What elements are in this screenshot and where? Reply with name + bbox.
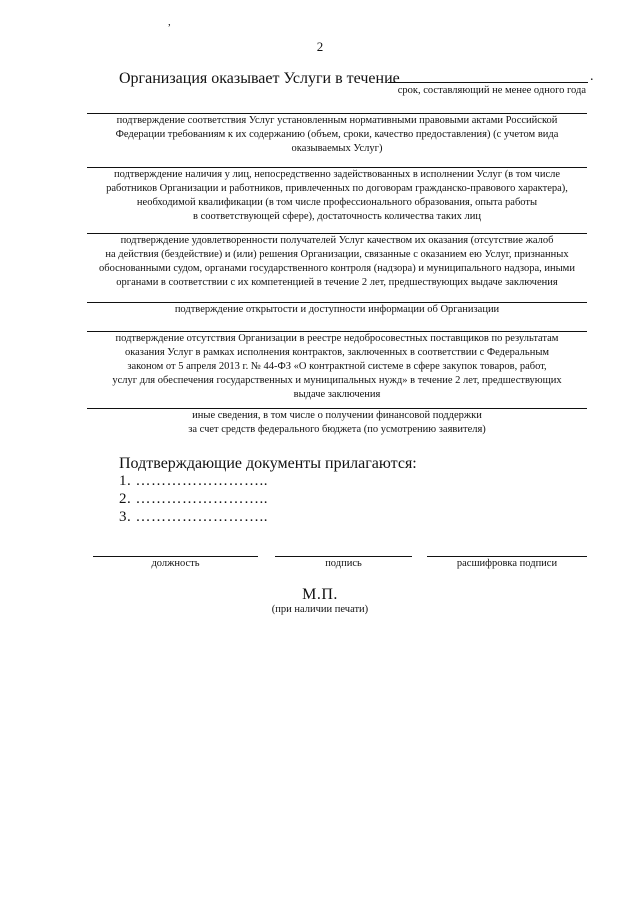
document-item-2: 2. …………………….. [119,491,268,507]
signature-label: подпись [325,558,362,569]
decoding-line [427,556,587,557]
caption-line: выдаче заключения [293,389,381,400]
caption-line: иные сведения, в том числе о получении финансовой поддержки [192,410,482,421]
service-term-note: срок, составляющий не менее одного года [397,85,586,96]
signature-line [275,556,412,557]
caption-recipient-satisfaction [87,234,587,290]
service-term-blank [388,82,588,83]
page-number: 2 [316,39,324,54]
position-line [93,556,258,557]
caption-line: в соответствующей сфере), достаточность количества таких лиц [193,211,481,222]
position-label: должность [151,558,200,569]
caption-other-information [87,409,587,437]
caption-unreliable-suppliers-registry [87,332,587,402]
caption-information-openness [87,303,587,317]
caption-line: оказываемых Услуг) [291,143,383,154]
caption-line: подтверждение открытости и доступности информации об Организации [174,304,500,315]
caption-standards-compliance [87,114,587,156]
caption-line: оказания Услуг в рамках исполнения контрактов, заключенных в соответствии с Федеральным [124,347,550,358]
document-item-1: 1. …………………….. [119,473,268,489]
caption-line: услуг для обеспечения государственных и муниципальных нужд» в течение 2 лет, предшествующих [112,375,562,386]
caption-line: подтверждение наличия у лиц, непосредственно задействованных в исполнении Услуг (в том числе [114,169,560,180]
caption-line: подтверждение отсутствия Организации в реестре недобросовестных поставщиков по результатам [115,333,559,344]
caption-staff-qualification [87,168,587,224]
caption-line: необходимой квалификации (в том числе профессионального образования, опыта работы [136,197,538,208]
caption-line: законом от 5 апреля 2013 г. № 44-ФЗ «О контрактной системе в сфере закупок товаров, работ, [127,361,547,372]
caption-line: подтверждение удовлетворенности получателей Услуг качеством их оказания (отсутствие жалоб [120,235,554,246]
stray-mark: , [168,16,171,28]
caption-line: за счет средств федерального бюджета (по усмотрению заявителя) [188,424,486,435]
supporting-documents-title: Подтверждающие документы прилагаются: [119,455,417,472]
caption-line: обоснованными судом, органами государственного контроля (надзора) и муниципального надзора, иными [99,263,575,274]
caption-line: работников Организации и работников, привлеченных по договорам гражданско-правового характера), [106,183,568,194]
decoding-label: расшифровка подписи [456,558,558,569]
service-term-heading: Организация оказывает Услуги в течение [119,70,400,87]
service-term-period: . [590,69,594,84]
stamp-label: М.П. [302,586,338,603]
stamp-note: (при наличии печати) [271,604,369,615]
caption-line: органами в соответствии с их компетенцией в течение 2 лет, предшествующих выдаче заключения [116,277,558,288]
document-item-3: 3. …………………….. [119,509,268,525]
caption-line: подтверждение соответствия Услуг установленным нормативными правовыми актами Российской [116,115,558,126]
caption-line: на действия (бездействие) и (или) решения Организации, связанные с оказанием ею Услуг, признанных [105,249,569,260]
caption-line: Федерации требованиям к их содержанию (объем, сроки, качество предоставления) (с учетом вида [115,129,559,140]
